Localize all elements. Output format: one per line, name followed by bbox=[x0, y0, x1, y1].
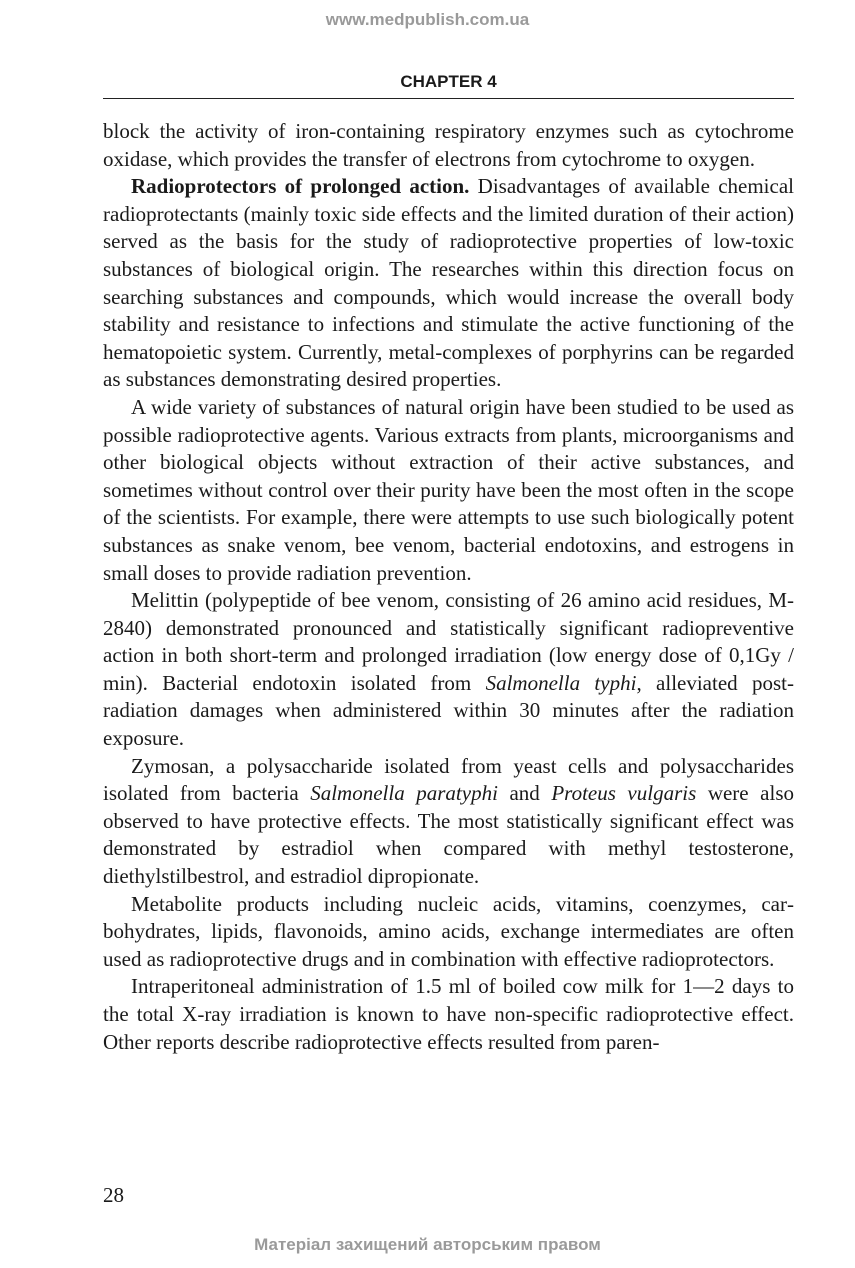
paragraph-5-text-a: Zymosan, a polysaccharide isolated from yeast cells and polysaccharides isolated from bacteria bbox=[103, 753, 794, 806]
paragraph-4-text-b: , alleviated post-radiation damages when administered within 30 minutes after the radiation exposure. bbox=[103, 670, 795, 751]
paragraph-2-text: Disadvantages of available chemical radioprotectants (mainly toxic side effects and the limited duration of their action) served as the basis for the study of radioprotective properties of low-toxic substances of biological origin. The researches within this direction focus on searching substances and compounds, which would increase the overall body stability and resistance to infections and stimulate the active functioning of the hematopoietic system. Currently, metal-complexes of porphyrins can be regarded as substances demonstrating desired properties. bbox=[103, 174, 794, 392]
species-name: Salmonella typhi bbox=[485, 670, 637, 695]
paragraph-4-text-a: Melittin (polypeptide of bee venom, consisting of 26 amino acid residues, M-2840) demonstrated pronounced and statistically significant radiopreventive action in both short-term and prolonged irradiation (low energy dose of 0,1Gy / min). Bacterial endotoxin isolated from bbox=[103, 588, 794, 695]
chapter-heading: CHAPTER 4 bbox=[400, 72, 497, 91]
species-name: Proteus vulgaris bbox=[551, 781, 697, 806]
header-rule bbox=[103, 98, 794, 99]
paragraph-1: block the activity of iron-containing respiratory enzymes such as cytochrome oxidase, which provides the transfer of electrons from cytochrome to oxygen. bbox=[103, 119, 794, 171]
body-text bbox=[103, 118, 794, 1056]
paragraph-5-text-b: and bbox=[497, 781, 552, 806]
section-lead: Radioprotectors of prolonged action. bbox=[131, 174, 470, 199]
paragraph-2 bbox=[103, 173, 794, 394]
paragraph-4 bbox=[103, 587, 794, 753]
species-name: Salmonella paratyphi bbox=[310, 781, 498, 806]
paragraph-6: Metabolite products including nucleic acids, vitamins, coenzymes, carbohydrates, lipids, flavonoids, amino acids, exchange intermediates are often used as radioprotective drugs and in combination with effective radioprotectors. bbox=[103, 891, 794, 971]
paragraph-3: A wide variety of substances of natural origin have been studied to be used as possible radioprotective agents. Various extracts from plants, microorganisms and other biological objects without extraction of their active substances, and sometimes without control over their purity have been the most often in the scope of the scientists. For example, there were attempts to use such biologically potent substances as snake venom, bee venom, bacterial endotoxins, and estrogens in small doses to provide radiation prevention. bbox=[103, 394, 794, 585]
page-number: 28 bbox=[103, 1183, 124, 1207]
paragraph-5 bbox=[103, 753, 794, 891]
copyright-watermark: Матеріал захищений авторським правом bbox=[254, 1235, 601, 1254]
paragraph-7: Intraperitoneal administration of 1.5 ml of boiled cow milk for 1—2 days to the total X-ray irradiation is known to have non-specific radioprotective effect. Other reports describe radioprotective effects resulted from paren- bbox=[103, 974, 794, 1054]
paragraph-5-text-c: were also observed to have protective effects. The most statistically significant effect was demonstrated by estradiol when compared with methyl testosterone, diethylstilbestrol, and estradiol dipropionate. bbox=[103, 781, 794, 889]
site-watermark: www.medpublish.com.ua bbox=[325, 10, 530, 29]
